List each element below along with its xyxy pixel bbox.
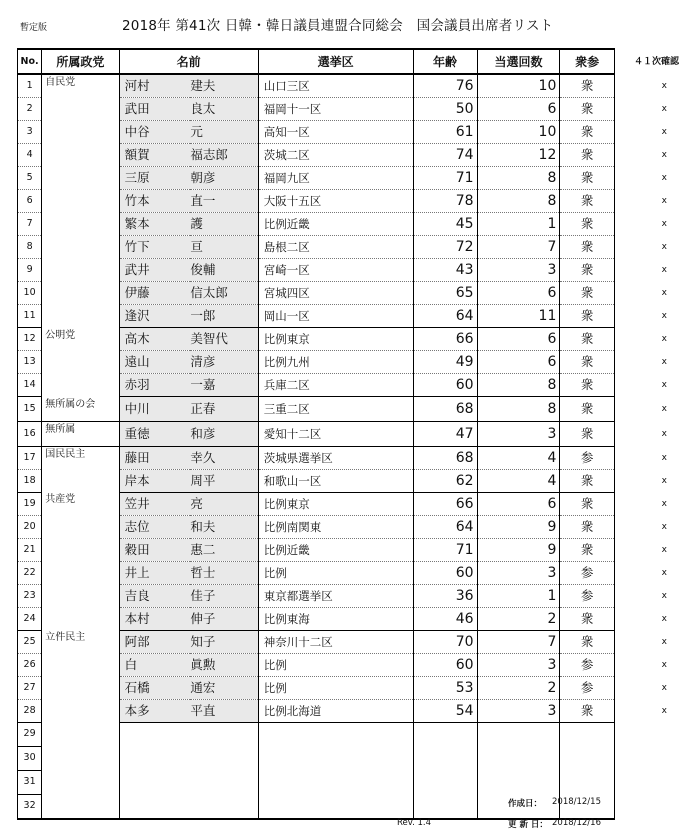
attendance-cell: x	[661, 196, 667, 206]
empty-cell	[42, 770, 119, 794]
attendance-cell: x	[661, 80, 667, 91]
row-number: 24	[18, 607, 42, 630]
elected-count-cell: 2	[477, 676, 560, 699]
age-cell: 74	[413, 144, 477, 167]
elected-count-cell: 2	[477, 607, 560, 630]
table-row	[18, 446, 684, 469]
district-cell: 大阪十五区	[258, 190, 413, 213]
attendance-cell: x	[661, 682, 667, 693]
party-cell: 公明党	[42, 328, 119, 397]
surname-cell: 竹本	[119, 190, 190, 213]
created-date: 2018/12/15	[552, 797, 601, 807]
attendance-cell: x	[661, 636, 667, 647]
house-cell: 衆	[560, 374, 614, 397]
given-name-cell: 眞勲	[190, 653, 258, 676]
attendance-cell: x	[661, 104, 667, 114]
house-cell: 衆	[560, 699, 614, 722]
attendance-cell: x	[661, 428, 667, 439]
age-cell: 61	[413, 121, 477, 144]
empty-row	[18, 746, 684, 770]
given-name-cell: 和彦	[190, 421, 258, 446]
district-cell: 三重二区	[258, 397, 413, 422]
row-number: 5	[18, 167, 42, 190]
empty-cell	[258, 794, 413, 819]
surname-cell: 穀田	[119, 538, 190, 561]
empty-cell	[42, 746, 119, 770]
house-cell: 衆	[560, 282, 614, 305]
district-cell: 比例九州	[258, 351, 413, 374]
empty-cell	[190, 794, 258, 819]
elected-count-cell: 3	[477, 421, 560, 446]
attendance-cell: x	[661, 613, 667, 624]
district-cell: 福岡十一区	[258, 98, 413, 121]
elected-count-cell: 7	[477, 630, 560, 653]
given-name-cell: 哲士	[190, 561, 258, 584]
elected-count-cell: 3	[477, 561, 560, 584]
given-name-cell: 一郎	[190, 305, 258, 328]
surname-cell: 笠井	[119, 492, 190, 515]
surname-cell: 河村	[119, 74, 190, 98]
table-row	[18, 492, 684, 515]
house-cell: 参	[560, 676, 614, 699]
row-number: 25	[18, 630, 42, 653]
house-cell: 衆	[560, 305, 614, 328]
given-name-cell: 伸子	[190, 607, 258, 630]
empty-cell	[258, 746, 413, 770]
empty-cell	[119, 794, 190, 819]
elected-count-cell: 6	[477, 328, 560, 351]
district-cell: 茨城二区	[258, 144, 413, 167]
elected-count-cell: 8	[477, 374, 560, 397]
district-cell: 福岡九区	[258, 167, 413, 190]
given-name-cell: 信太郎	[190, 282, 258, 305]
row-number: 31	[18, 770, 42, 794]
house-cell: 衆	[560, 630, 614, 653]
row-number: 17	[18, 446, 42, 469]
age-cell: 46	[413, 607, 477, 630]
age-cell: 54	[413, 699, 477, 722]
surname-cell: 繁本	[119, 213, 190, 236]
given-name-cell: 亘	[190, 236, 258, 259]
surname-cell: 井上	[119, 561, 190, 584]
district-cell: 和歌山一区	[258, 469, 413, 492]
given-name-cell: 直一	[190, 190, 258, 213]
house-cell: 衆	[560, 121, 614, 144]
house-cell: 参	[560, 561, 614, 584]
row-number: 30	[18, 746, 42, 770]
district-cell: 比例	[258, 653, 413, 676]
given-name-cell: 清彦	[190, 351, 258, 374]
elected-count-cell: 8	[477, 167, 560, 190]
empty-cell	[42, 794, 119, 819]
age-cell: 66	[413, 328, 477, 351]
attendance-cell: x	[661, 334, 667, 344]
party-cell: 立件民主	[42, 630, 119, 722]
attendance-cell: x	[661, 380, 667, 390]
empty-cell	[413, 794, 477, 819]
elected-count-cell: 4	[477, 469, 560, 492]
house-cell: 衆	[560, 607, 614, 630]
party-cell: 国民民主	[42, 446, 119, 492]
party-cell: 無所属	[42, 421, 119, 446]
col-header-district: 選挙区	[258, 49, 413, 74]
age-cell: 60	[413, 374, 477, 397]
table-row	[18, 630, 684, 653]
surname-cell: 石橋	[119, 676, 190, 699]
house-cell: 衆	[560, 74, 614, 98]
house-cell: 参	[560, 446, 614, 469]
empty-cell	[258, 722, 413, 746]
empty-row	[18, 770, 684, 794]
district-cell: 比例東海	[258, 607, 413, 630]
house-cell: 衆	[560, 236, 614, 259]
attendance-cell: x	[661, 498, 667, 509]
given-name-cell: 和夫	[190, 515, 258, 538]
surname-cell: 本多	[119, 699, 190, 722]
given-name-cell: 通宏	[190, 676, 258, 699]
attendance-cell: x	[661, 567, 667, 578]
given-name-cell: 一嘉	[190, 374, 258, 397]
given-name-cell: 福志郎	[190, 144, 258, 167]
given-name-cell: 元	[190, 121, 258, 144]
district-cell: 茨城県選挙区	[258, 446, 413, 469]
age-cell: 47	[413, 421, 477, 446]
given-name-cell: 知子	[190, 630, 258, 653]
district-cell: 東京都選挙区	[258, 584, 413, 607]
elected-count-cell: 9	[477, 515, 560, 538]
elected-count-cell: 9	[477, 538, 560, 561]
district-cell: 比例東京	[258, 492, 413, 515]
attendance-cell: x	[661, 403, 667, 414]
age-cell: 78	[413, 190, 477, 213]
attendance-cell: x	[661, 590, 667, 601]
col-header-party: 所属政党	[42, 49, 119, 74]
attendance-cell: x	[661, 475, 667, 486]
surname-cell: 逢沢	[119, 305, 190, 328]
given-name-cell: 佳子	[190, 584, 258, 607]
age-cell: 36	[413, 584, 477, 607]
age-cell: 71	[413, 167, 477, 190]
district-cell: 比例東京	[258, 328, 413, 351]
surname-cell: 竹下	[119, 236, 190, 259]
surname-cell: 藤田	[119, 446, 190, 469]
surname-cell: 武井	[119, 259, 190, 282]
row-number: 1	[18, 74, 42, 98]
house-cell: 衆	[560, 259, 614, 282]
table-row	[18, 397, 684, 422]
age-cell: 60	[413, 561, 477, 584]
surname-cell: 中川	[119, 397, 190, 422]
attendance-cell: x	[661, 521, 667, 532]
attendance-cell: x	[661, 127, 667, 137]
given-name-cell: 平直	[190, 699, 258, 722]
age-cell: 66	[413, 492, 477, 515]
row-number: 15	[18, 397, 42, 422]
surname-cell: 本村	[119, 607, 190, 630]
empty-cell	[614, 746, 683, 770]
age-cell: 53	[413, 676, 477, 699]
empty-cell	[258, 770, 413, 794]
house-cell: 衆	[560, 538, 614, 561]
empty-cell	[119, 722, 190, 746]
district-cell: 神奈川十二区	[258, 630, 413, 653]
house-cell: 衆	[560, 351, 614, 374]
elected-count-cell: 1	[477, 213, 560, 236]
row-number: 3	[18, 121, 42, 144]
party-cell: 無所属の会	[42, 397, 119, 422]
row-number: 14	[18, 374, 42, 397]
district-cell: 比例	[258, 676, 413, 699]
empty-cell	[413, 770, 477, 794]
given-name-cell: 俊輔	[190, 259, 258, 282]
given-name-cell: 建夫	[190, 74, 258, 98]
given-name-cell: 幸久	[190, 446, 258, 469]
row-number: 11	[18, 305, 42, 328]
updated-label: 更 新 日：	[508, 820, 548, 830]
empty-cell	[190, 746, 258, 770]
col-header-name: 名前	[119, 49, 258, 74]
row-number: 32	[18, 794, 42, 819]
empty-cell	[42, 722, 119, 746]
empty-cell	[190, 722, 258, 746]
empty-row	[18, 722, 684, 746]
district-cell: 高知一区	[258, 121, 413, 144]
surname-cell: 吉良	[119, 584, 190, 607]
empty-cell	[614, 770, 683, 794]
col-header-house: 衆参	[560, 49, 614, 74]
surname-cell: 赤羽	[119, 374, 190, 397]
table-body	[18, 74, 684, 819]
house-cell: 衆	[560, 328, 614, 351]
page-title: 2018年 第41次 日韓・韓日議員連盟合同総会 国会議員出席者リスト	[122, 18, 554, 34]
empty-cell	[413, 746, 477, 770]
col-header-no: No.	[18, 49, 42, 74]
row-number: 20	[18, 515, 42, 538]
attendance-cell: x	[661, 288, 667, 298]
empty-cell	[560, 770, 614, 794]
empty-cell	[614, 722, 683, 746]
given-name-cell: 正春	[190, 397, 258, 422]
party-cell: 自民党	[42, 74, 119, 328]
row-number: 26	[18, 653, 42, 676]
row-number: 10	[18, 282, 42, 305]
elected-count-cell: 3	[477, 259, 560, 282]
row-number: 16	[18, 421, 42, 446]
surname-cell: 阿部	[119, 630, 190, 653]
age-cell: 45	[413, 213, 477, 236]
row-number: 6	[18, 190, 42, 213]
attendee-table	[17, 48, 684, 820]
elected-count-cell: 7	[477, 236, 560, 259]
given-name-cell: 惠二	[190, 538, 258, 561]
district-cell: 愛知十二区	[258, 421, 413, 446]
row-number: 23	[18, 584, 42, 607]
row-number: 13	[18, 351, 42, 374]
attendance-cell: x	[661, 311, 667, 321]
elected-count-cell: 8	[477, 190, 560, 213]
given-name-cell: 亮	[190, 492, 258, 515]
given-name-cell: 良太	[190, 98, 258, 121]
updated-date: 2018/12/16	[552, 818, 601, 828]
row-number: 9	[18, 259, 42, 282]
attendance-cell: x	[661, 265, 667, 275]
empty-cell	[560, 722, 614, 746]
attendance-cell: x	[661, 242, 667, 252]
col-header-elected: 当選回数	[477, 49, 560, 74]
empty-cell	[119, 746, 190, 770]
attendance-cell: x	[661, 219, 667, 229]
empty-cell	[614, 794, 683, 819]
row-number: 2	[18, 98, 42, 121]
empty-cell	[413, 722, 477, 746]
house-cell: 衆	[560, 167, 614, 190]
row-number: 8	[18, 236, 42, 259]
table-row	[18, 328, 684, 351]
surname-cell: 志位	[119, 515, 190, 538]
surname-cell: 高木	[119, 328, 190, 351]
district-cell: 岡山一区	[258, 305, 413, 328]
created-label: 作成日：	[508, 799, 543, 809]
empty-cell	[477, 746, 560, 770]
age-cell: 76	[413, 74, 477, 98]
house-cell: 衆	[560, 492, 614, 515]
given-name-cell: 朝彦	[190, 167, 258, 190]
given-name-cell: 周平	[190, 469, 258, 492]
district-cell: 比例南関東	[258, 515, 413, 538]
elected-count-cell: 6	[477, 351, 560, 374]
district-cell: 比例近畿	[258, 213, 413, 236]
district-cell: 比例近畿	[258, 538, 413, 561]
row-number: 29	[18, 722, 42, 746]
table-row	[18, 421, 684, 446]
house-cell: 衆	[560, 98, 614, 121]
district-cell: 宮城四区	[258, 282, 413, 305]
attendance-cell: x	[661, 173, 667, 183]
house-cell: 衆	[560, 190, 614, 213]
age-cell: 60	[413, 653, 477, 676]
surname-cell: 三原	[119, 167, 190, 190]
empty-cell	[190, 770, 258, 794]
elected-count-cell: 6	[477, 98, 560, 121]
attendance-cell: x	[661, 452, 667, 463]
house-cell: 衆	[560, 469, 614, 492]
surname-cell: 伊藤	[119, 282, 190, 305]
age-cell: 64	[413, 305, 477, 328]
row-number: 4	[18, 144, 42, 167]
surname-cell: 白	[119, 653, 190, 676]
district-cell: 山口三区	[258, 74, 413, 98]
district-cell: 島根二区	[258, 236, 413, 259]
age-cell: 68	[413, 397, 477, 422]
attendance-cell: x	[661, 705, 667, 716]
house-cell: 参	[560, 653, 614, 676]
house-cell: 参	[560, 584, 614, 607]
attendance-cell: x	[661, 150, 667, 160]
surname-cell: 遠山	[119, 351, 190, 374]
attendance-cell: x	[661, 659, 667, 670]
age-cell: 50	[413, 98, 477, 121]
party-cell: 共産党	[42, 492, 119, 630]
elected-count-cell: 10	[477, 74, 560, 98]
elected-count-cell: 11	[477, 305, 560, 328]
elected-count-cell: 1	[477, 584, 560, 607]
given-name-cell: 護	[190, 213, 258, 236]
given-name-cell: 美智代	[190, 328, 258, 351]
elected-count-cell: 10	[477, 121, 560, 144]
attendance-cell: x	[661, 544, 667, 555]
empty-cell	[477, 770, 560, 794]
house-cell: 衆	[560, 421, 614, 446]
empty-cell	[477, 722, 560, 746]
col-header-age: 年齢	[413, 49, 477, 74]
age-cell: 62	[413, 469, 477, 492]
empty-cell	[119, 770, 190, 794]
attendance-cell: x	[661, 357, 667, 367]
district-cell: 兵庫二区	[258, 374, 413, 397]
district-cell: 比例	[258, 561, 413, 584]
col-header-attendance: ４１次確認	[633, 56, 679, 67]
empty-cell	[560, 746, 614, 770]
surname-cell: 中谷	[119, 121, 190, 144]
row-number: 28	[18, 699, 42, 722]
revision: Rev. 1.4	[397, 818, 432, 828]
house-cell: 衆	[560, 397, 614, 422]
elected-count-cell: 12	[477, 144, 560, 167]
surname-cell: 額賀	[119, 144, 190, 167]
row-number: 27	[18, 676, 42, 699]
age-cell: 72	[413, 236, 477, 259]
elected-count-cell: 4	[477, 446, 560, 469]
age-cell: 68	[413, 446, 477, 469]
age-cell: 71	[413, 538, 477, 561]
age-cell: 43	[413, 259, 477, 282]
row-number: 12	[18, 328, 42, 351]
draft-label: 暫定版	[20, 23, 48, 33]
house-cell: 衆	[560, 144, 614, 167]
surname-cell: 岸本	[119, 469, 190, 492]
row-number: 18	[18, 469, 42, 492]
house-cell: 衆	[560, 213, 614, 236]
age-cell: 65	[413, 282, 477, 305]
age-cell: 49	[413, 351, 477, 374]
row-number: 7	[18, 213, 42, 236]
table-row	[18, 74, 684, 98]
age-cell: 64	[413, 515, 477, 538]
surname-cell: 武田	[119, 98, 190, 121]
surname-cell: 重徳	[119, 421, 190, 446]
elected-count-cell: 3	[477, 699, 560, 722]
row-number: 19	[18, 492, 42, 515]
district-cell: 比例北海道	[258, 699, 413, 722]
district-cell: 宮崎一区	[258, 259, 413, 282]
elected-count-cell: 3	[477, 653, 560, 676]
house-cell: 衆	[560, 515, 614, 538]
table-header-row	[18, 49, 684, 74]
elected-count-cell: 6	[477, 282, 560, 305]
elected-count-cell: 6	[477, 492, 560, 515]
row-number: 22	[18, 561, 42, 584]
age-cell: 70	[413, 630, 477, 653]
elected-count-cell: 8	[477, 397, 560, 422]
row-number: 21	[18, 538, 42, 561]
